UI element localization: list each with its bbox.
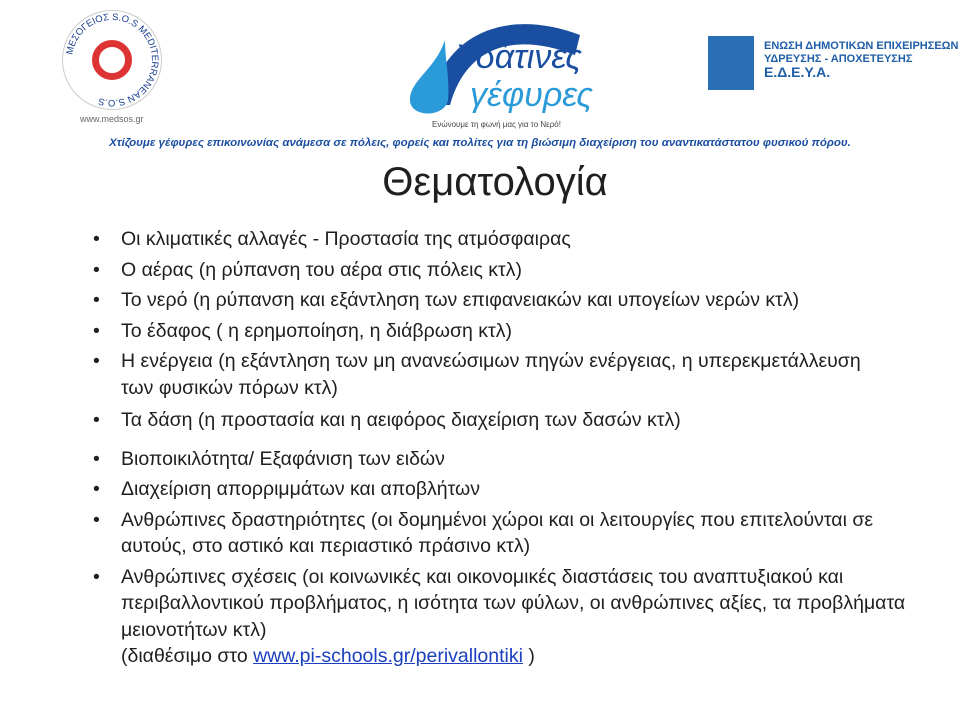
list-item: • Το νερό (η ρύπανση και εξάντληση των επιφανειακών και υπογείων νερών κτλ) [93, 287, 841, 314]
ydatines-subtitle: γέφυρες [470, 76, 593, 114]
list-item: • Διαχείριση απορριμμάτων και αποβλήτων [93, 476, 943, 503]
list-item: • Βιοποικιλότητα/ Εξαφάνιση των ειδών [93, 446, 943, 473]
medsos-logo-ring [62, 10, 162, 110]
list-item [93, 564, 943, 670]
list-item: • Το έδαφος ( η ερημοποίηση, η διάβρωση κτλ) [93, 318, 943, 345]
edeya-line2: ΥΔΡΕΥΣΗΣ - ΑΠΟΧΕΤΕΥΣΗΣ [764, 53, 913, 65]
list-item: • Η ενέργεια (η εξάντληση των μη ανανεώσιμων πηγών ενέργειας, η υπερεκμετάλλευση των φυσικών πόρων κτλ) [93, 348, 861, 401]
edeya-line1: ΕΝΩΣΗ ΔΗΜΟΤΙΚΩΝ ΕΠΙΧΕΙΡΗΣΕΩΝ [764, 40, 959, 52]
ydatines-title: Υδάτινες [455, 38, 582, 76]
edeya-abbr: Ε.Δ.Ε.Υ.Α. [764, 64, 831, 80]
tagline: Χτίζουμε γέφυρες επικοινωνίας ανάμεσα σε πόλεις, φορείς και πολίτες για τη βιώσιμη διαχείριση του αναντικατάστατου φυσικού πόρου. [109, 137, 851, 149]
ydatines-slogan: Ενώνουμε τη φωνή μας για το Νερό! [432, 120, 561, 129]
list-item: • Ο αέρας (η ρύπανση του αέρα στις πόλεις κτλ) [93, 257, 943, 284]
list-item: • Ανθρώπινες δραστηριότητες (οι δομημένοι χώροι και οι λειτουργίες που επιτελούνται σε αυτούς, στο αστικό και περιαστικό πράσινο κτλ) [93, 507, 943, 560]
list-item: • Οι κλιματικές αλλαγές - Προστασία της ατμόσφαιρας [93, 226, 943, 253]
edeya-logo-icon [708, 36, 754, 90]
slide-title: Θεματολογία [382, 160, 608, 204]
list-item: • Τα δάση (η προστασία και η αειφόρος διαχείριση των δασών κτλ) [93, 407, 943, 434]
pi-schools-link[interactable]: www.pi-schools.gr/perivallontiki [253, 645, 523, 667]
edeya-logo-text [764, 40, 958, 79]
medsos-url: www.medsos.gr [80, 114, 144, 124]
availability-suffix: ) [522, 645, 535, 667]
topic-list [93, 226, 943, 674]
medsos-logo-text: ΜΕΣΟΓΕΙΟΣ S.O.S MEDITERRANEAN S.O.S [64, 11, 161, 109]
list-item-text: Ανθρώπινες σχέσεις (οι κοινωνικές και οικονομικές διαστάσεις του αναπτυξιακού και περιβαλλοντικού προβλήματος, η ισότητα των φύλων, οι ανθρώπινες αξίες, τα προβλήματα μειονοτήτων κτλ) [121, 565, 906, 641]
availability-prefix: (διαθέσιμο στο [121, 645, 254, 667]
medsos-logo-text-wrap [64, 12, 160, 108]
